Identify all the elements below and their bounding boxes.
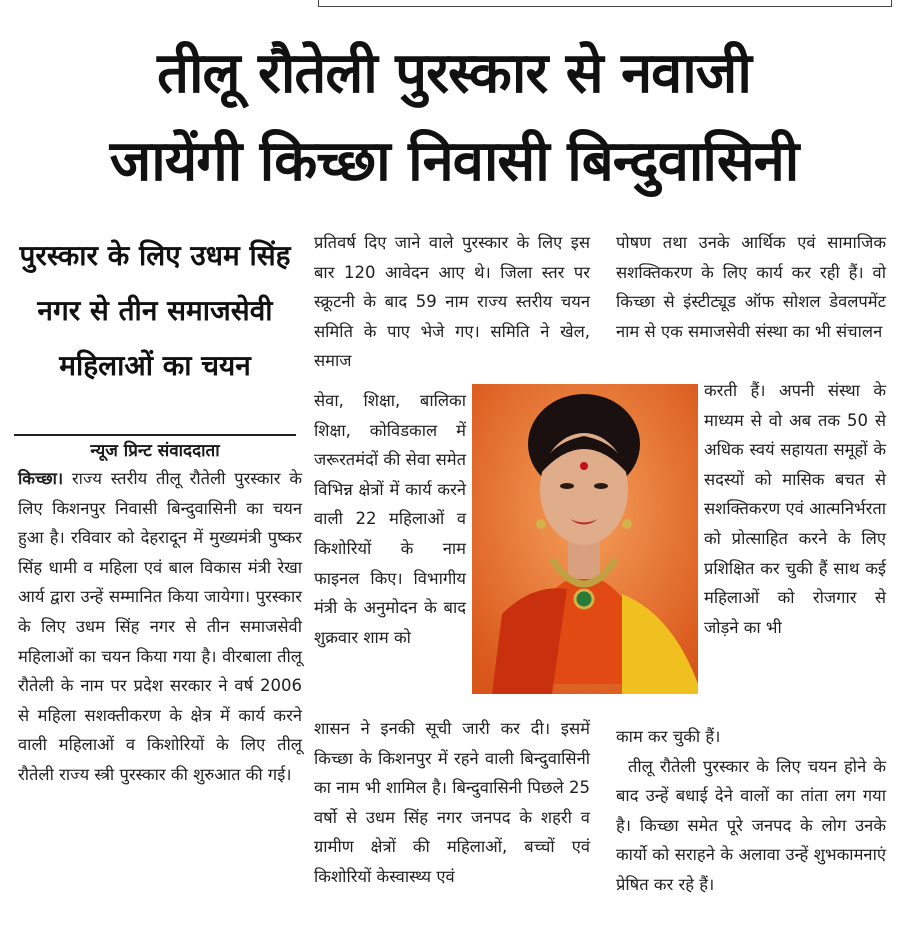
column-2-mid-text: सेवा, शिक्षा, बालिका शिक्षा, कोविडकाल में जरूरतमंदों की सेवा समेत विभिन्न क्षेत्रों में कार्य करने वाली 22 महिलाओं व किशोरियों के नाम फाइनल किए। विभागीय मंत्री के अनुमोदन के बाद शुक्रवार शाम को	[314, 391, 466, 647]
column-3-bottom-text-2: तीलू रौतेली पुरस्कार के लिए चयन होने के बाद उन्हें बधाई देने वालों का तांता लग गया है। किच्छा समेत पूरे जनपद के लोग उनके कार्यो को सराहने के अलावा उन्हें शुभकामनाएं प्रेषित कर रहे हैं।	[616, 756, 886, 894]
top-clipped-box	[318, 0, 892, 7]
column-3-top	[616, 228, 886, 346]
portrait-photo	[472, 384, 698, 694]
column-1-text: राज्य स्तरीय तीलू रौतेली पुरस्कार के लिए किशनपुर निवासी बिन्दुवासिनी का चयन हुआ है। रविवार को देहरादून में मुख्यमंत्री पुष्कर सिंह धामी व महिला एवं बाल विकास मंत्री रेखा आर्य द्वारा उन्हें सम्मानित किया जायेगा। पुरस्कार के लिए उधम सिंह नगर से तीन समाजसेवी महिलाओं का चयन किया गया है। वीरबाला तीलू रौतेली के नाम पर प्रदेश सरकार ने वर्ष 2006 से महिला सशक्तीकरण के क्षेत्र में कार्य करने वाली महिलाओं व किशोरियों के लिए तीलू रौतेली राज्य स्त्री पुरस्कार की शुरुआत की गई।	[18, 469, 302, 784]
headline-line-1: तीलू रौतेली पुरस्कार से नवाजी	[157, 41, 751, 106]
column-1	[18, 464, 302, 790]
dateline: किच्छा।	[18, 469, 64, 488]
column-3-top-text: पोषण तथा उनके आर्थिक एवं सामाजिक सशक्तिकरण के लिए कार्य कर रही हैं। वो किच्छा से इंस्टीट्यूड ऑफ सोशल डेवलपमेंट नाम से एक समाजसेवी संस्था का भी संचालन	[616, 233, 886, 341]
subheadline: पुरस्कार के लिए उधम सिंह नगर से तीन समाजसेवी महिलाओं का चयन	[19, 239, 291, 382]
column-3-mid	[704, 376, 886, 642]
headline-line-2: जायेंगी किच्छा निवासी बिन्दुवासिनी	[109, 129, 799, 194]
column-2-bottom	[314, 714, 590, 892]
column-2-top	[314, 228, 590, 376]
bottom-strip	[0, 936, 908, 948]
column-3-mid-text: करती हैं। अपनी संस्था के माध्यम से वो अब तक 50 से अधिक स्वयं सहायता समूहों के सदस्यों को मासिक बचत से सशक्तिकरण एवं आत्मनिर्भरता को प्रोत्साहित करने के लिए प्रशिक्षित कर चुकी हैं साथ कई महिलाओं को रोजगार से जोड़ने का भी	[704, 381, 886, 637]
column-2-mid	[314, 386, 466, 652]
byline: न्यूज प्रिन्ट संवाददाता	[90, 441, 220, 461]
portrait-illustration	[472, 384, 698, 694]
column-3-bottom	[616, 722, 886, 900]
headline	[0, 30, 908, 206]
byline-rule	[14, 434, 296, 436]
column-3-bottom-text-1: काम कर चुकी हैं।	[616, 727, 721, 746]
column-2-bottom-text: शासन ने इनकी सूची जारी कर दी। इसमें किच्छा के किशनपुर में रहने वाली बिन्दुवासिनी का नाम भी शामिल है। बिन्दुवासिनी पिछले 25 वर्षो से उधम सिंह नगर जनपद के शहरी व ग्रामीण क्षेत्रों की महिलाओं, बच्चों एवं किशोरियों केस्वास्थ्य एवं	[314, 719, 590, 886]
column-2-top-text: प्रतिवर्ष दिए जाने वाले पुरस्कार के लिए इस बार 120 आवेदन आए थे। जिला स्तर पर स्क्रूटनी के बाद 59 नाम राज्य स्तरीय चयन समिति के पाए भेजे गए। समिति ने खेल, समाज	[314, 233, 590, 371]
